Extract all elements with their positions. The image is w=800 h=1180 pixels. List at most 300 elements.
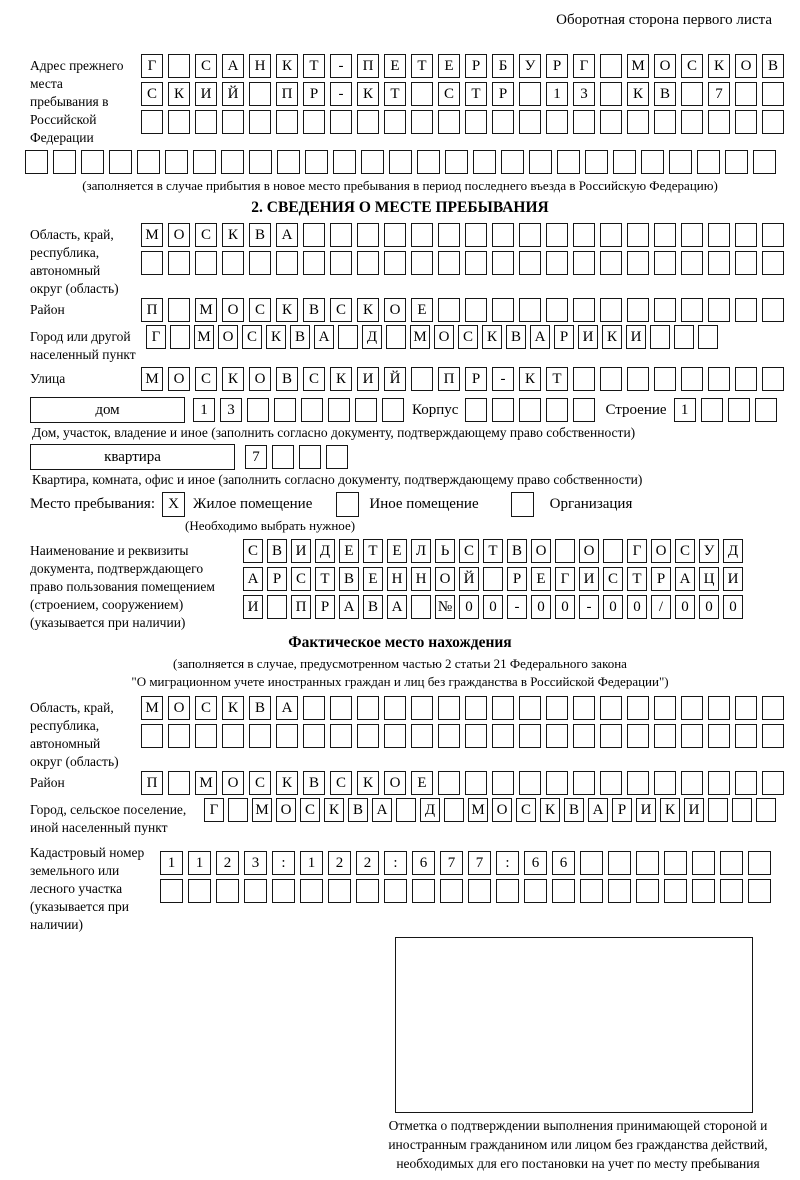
char-cell[interactable]: В [564, 798, 584, 822]
char-cell[interactable]: С [195, 367, 217, 391]
char-cell[interactable] [168, 298, 190, 322]
char-cell[interactable] [762, 298, 784, 322]
char-cell[interactable] [305, 150, 328, 174]
char-cell[interactable] [669, 150, 692, 174]
char-cell[interactable]: К [222, 223, 244, 247]
char-cell[interactable] [492, 771, 514, 795]
char-cell[interactable] [389, 150, 412, 174]
char-cell[interactable] [216, 879, 239, 903]
char-cell[interactable] [357, 223, 379, 247]
char-cell[interactable] [762, 696, 784, 720]
char-cell[interactable] [396, 798, 416, 822]
char-cell[interactable] [249, 251, 271, 275]
char-cell[interactable] [654, 298, 676, 322]
char-cell[interactable]: 0 [675, 595, 695, 619]
char-cell[interactable] [247, 398, 269, 422]
char-cell[interactable]: Т [315, 567, 335, 591]
char-cell[interactable]: О [168, 696, 190, 720]
char-cell[interactable] [762, 82, 784, 106]
char-cell[interactable] [386, 325, 406, 349]
char-cell[interactable]: Т [363, 539, 383, 563]
char-cell[interactable] [483, 567, 503, 591]
char-cell[interactable]: К [324, 798, 344, 822]
char-cell[interactable] [195, 724, 217, 748]
char-cell[interactable]: А [588, 798, 608, 822]
char-cell[interactable] [276, 110, 298, 134]
char-cell[interactable] [636, 879, 659, 903]
char-cell[interactable] [755, 398, 777, 422]
char-cell[interactable] [109, 150, 132, 174]
char-cell[interactable]: Ь [435, 539, 455, 563]
char-cell[interactable]: № [435, 595, 455, 619]
char-cell[interactable] [328, 398, 350, 422]
char-cell[interactable]: К [357, 82, 379, 106]
char-cell[interactable] [708, 798, 728, 822]
char-cell[interactable] [697, 150, 720, 174]
char-cell[interactable] [735, 724, 757, 748]
char-cell[interactable]: П [438, 367, 460, 391]
char-cell[interactable] [326, 445, 348, 469]
char-cell[interactable]: Г [204, 798, 224, 822]
char-cell[interactable] [465, 251, 487, 275]
char-cell[interactable] [720, 879, 743, 903]
char-cell[interactable] [654, 223, 676, 247]
char-cell[interactable] [465, 771, 487, 795]
char-cell[interactable]: Г [141, 54, 163, 78]
char-cell[interactable]: С [195, 223, 217, 247]
char-cell[interactable]: А [243, 567, 263, 591]
char-cell[interactable]: С [249, 298, 271, 322]
char-cell[interactable] [756, 798, 776, 822]
char-cell[interactable]: К [602, 325, 622, 349]
char-cell[interactable] [573, 251, 595, 275]
char-cell[interactable] [600, 82, 622, 106]
char-cell[interactable] [272, 445, 294, 469]
char-cell[interactable] [188, 879, 211, 903]
char-cell[interactable]: П [357, 54, 379, 78]
char-cell[interactable] [762, 223, 784, 247]
char-cell[interactable] [681, 298, 703, 322]
char-cell[interactable] [603, 539, 623, 563]
char-cell[interactable] [728, 398, 750, 422]
char-cell[interactable]: 6 [412, 851, 435, 875]
char-cell[interactable] [546, 298, 568, 322]
char-cell[interactable]: Д [315, 539, 335, 563]
char-cell[interactable]: П [141, 771, 163, 795]
char-cell[interactable]: Д [362, 325, 382, 349]
char-cell[interactable] [573, 223, 595, 247]
char-cell[interactable]: Н [387, 567, 407, 591]
char-cell[interactable] [613, 150, 636, 174]
char-cell[interactable] [492, 251, 514, 275]
char-cell[interactable] [384, 724, 406, 748]
char-cell[interactable]: Ц [699, 567, 719, 591]
char-cell[interactable] [650, 325, 670, 349]
char-cell[interactable] [492, 223, 514, 247]
char-cell[interactable]: М [141, 367, 163, 391]
char-cell[interactable]: С [303, 367, 325, 391]
char-cell[interactable]: Е [411, 298, 433, 322]
char-cell[interactable] [692, 851, 715, 875]
char-cell[interactable]: С [675, 539, 695, 563]
char-cell[interactable] [519, 82, 541, 106]
house-type-field[interactable]: дом [30, 397, 185, 423]
char-cell[interactable] [168, 54, 190, 78]
char-cell[interactable] [267, 595, 287, 619]
char-cell[interactable]: 1 [160, 851, 183, 875]
char-cell[interactable]: 0 [699, 595, 719, 619]
char-cell[interactable]: В [267, 539, 287, 563]
char-cell[interactable]: О [168, 223, 190, 247]
char-cell[interactable]: П [291, 595, 311, 619]
char-cell[interactable] [501, 150, 524, 174]
char-cell[interactable]: С [195, 696, 217, 720]
char-cell[interactable] [330, 251, 352, 275]
char-cell[interactable]: В [249, 696, 271, 720]
char-cell[interactable] [725, 150, 748, 174]
char-cell[interactable]: В [506, 325, 526, 349]
char-cell[interactable] [357, 724, 379, 748]
char-cell[interactable] [708, 110, 730, 134]
char-cell[interactable]: Е [387, 539, 407, 563]
char-cell[interactable] [573, 696, 595, 720]
char-cell[interactable]: И [195, 82, 217, 106]
char-cell[interactable] [735, 771, 757, 795]
char-cell[interactable] [222, 110, 244, 134]
char-cell[interactable] [735, 82, 757, 106]
char-cell[interactable] [412, 879, 435, 903]
char-cell[interactable] [701, 398, 723, 422]
char-cell[interactable] [573, 298, 595, 322]
char-cell[interactable] [708, 771, 730, 795]
char-cell[interactable]: П [276, 82, 298, 106]
char-cell[interactable] [600, 771, 622, 795]
char-cell[interactable] [573, 367, 595, 391]
char-cell[interactable] [417, 150, 440, 174]
char-cell[interactable]: К [540, 798, 560, 822]
char-cell[interactable] [762, 110, 784, 134]
char-cell[interactable] [573, 398, 595, 422]
char-cell[interactable] [330, 724, 352, 748]
char-cell[interactable] [681, 110, 703, 134]
char-cell[interactable] [356, 879, 379, 903]
char-cell[interactable] [735, 298, 757, 322]
char-cell[interactable]: О [434, 325, 454, 349]
char-cell[interactable] [519, 398, 541, 422]
char-cell[interactable]: И [291, 539, 311, 563]
char-cell[interactable] [674, 325, 694, 349]
char-cell[interactable] [654, 367, 676, 391]
char-cell[interactable]: - [579, 595, 599, 619]
char-cell[interactable]: 0 [627, 595, 647, 619]
char-cell[interactable]: 2 [356, 851, 379, 875]
char-cell[interactable] [735, 223, 757, 247]
char-cell[interactable] [277, 150, 300, 174]
char-cell[interactable] [708, 367, 730, 391]
char-cell[interactable]: 0 [723, 595, 743, 619]
char-cell[interactable]: Т [384, 82, 406, 106]
char-cell[interactable]: О [492, 798, 512, 822]
char-cell[interactable] [552, 879, 575, 903]
char-cell[interactable] [692, 879, 715, 903]
char-cell[interactable]: 3 [244, 851, 267, 875]
char-cell[interactable]: В [249, 223, 271, 247]
char-cell[interactable]: Е [339, 539, 359, 563]
char-cell[interactable] [698, 325, 718, 349]
char-cell[interactable] [600, 696, 622, 720]
char-cell[interactable] [735, 110, 757, 134]
char-cell[interactable]: А [276, 696, 298, 720]
char-cell[interactable] [168, 724, 190, 748]
char-cell[interactable] [137, 150, 160, 174]
char-cell[interactable] [221, 150, 244, 174]
char-cell[interactable] [244, 879, 267, 903]
char-cell[interactable]: К [276, 54, 298, 78]
char-cell[interactable]: К [330, 367, 352, 391]
char-cell[interactable]: У [699, 539, 719, 563]
char-cell[interactable] [473, 150, 496, 174]
char-cell[interactable] [519, 771, 541, 795]
char-cell[interactable] [465, 110, 487, 134]
char-cell[interactable] [357, 110, 379, 134]
char-cell[interactable]: В [303, 771, 325, 795]
char-cell[interactable]: Г [573, 54, 595, 78]
char-cell[interactable]: С [243, 539, 263, 563]
char-cell[interactable] [524, 879, 547, 903]
char-cell[interactable]: И [723, 567, 743, 591]
char-cell[interactable] [249, 82, 271, 106]
char-cell[interactable] [519, 223, 541, 247]
char-cell[interactable]: Й [384, 367, 406, 391]
char-cell[interactable] [519, 696, 541, 720]
char-cell[interactable]: Д [420, 798, 440, 822]
char-cell[interactable] [555, 539, 575, 563]
apartment-type-field[interactable]: квартира [30, 444, 235, 470]
char-cell[interactable]: П [141, 298, 163, 322]
char-cell[interactable]: 3 [573, 82, 595, 106]
char-cell[interactable]: Р [492, 82, 514, 106]
char-cell[interactable] [492, 110, 514, 134]
char-cell[interactable]: 7 [468, 851, 491, 875]
char-cell[interactable]: 0 [483, 595, 503, 619]
char-cell[interactable] [492, 398, 514, 422]
char-cell[interactable] [732, 798, 752, 822]
char-cell[interactable]: О [276, 798, 296, 822]
char-cell[interactable] [249, 150, 272, 174]
char-cell[interactable] [165, 150, 188, 174]
char-cell[interactable]: Е [531, 567, 551, 591]
char-cell[interactable] [681, 223, 703, 247]
char-cell[interactable]: О [531, 539, 551, 563]
char-cell[interactable]: 0 [603, 595, 623, 619]
char-cell[interactable]: С [438, 82, 460, 106]
char-cell[interactable]: 1 [674, 398, 696, 422]
char-cell[interactable]: С [330, 298, 352, 322]
char-cell[interactable] [141, 110, 163, 134]
char-cell[interactable]: : [272, 851, 295, 875]
char-cell[interactable] [627, 367, 649, 391]
char-cell[interactable] [708, 251, 730, 275]
char-cell[interactable] [580, 879, 603, 903]
char-cell[interactable] [762, 771, 784, 795]
char-cell[interactable] [170, 325, 190, 349]
char-cell[interactable] [627, 696, 649, 720]
char-cell[interactable] [627, 251, 649, 275]
char-cell[interactable] [303, 223, 325, 247]
char-cell[interactable] [600, 110, 622, 134]
char-cell[interactable] [445, 150, 468, 174]
char-cell[interactable]: В [339, 567, 359, 591]
char-cell[interactable]: А [372, 798, 392, 822]
char-cell[interactable] [600, 54, 622, 78]
char-cell[interactable]: В [348, 798, 368, 822]
char-cell[interactable] [303, 696, 325, 720]
char-cell[interactable] [654, 771, 676, 795]
char-cell[interactable] [384, 879, 407, 903]
char-cell[interactable] [411, 110, 433, 134]
char-cell[interactable]: И [684, 798, 704, 822]
char-cell[interactable]: Т [627, 567, 647, 591]
char-cell[interactable] [465, 298, 487, 322]
char-cell[interactable]: А [675, 567, 695, 591]
char-cell[interactable] [333, 150, 356, 174]
char-cell[interactable]: Р [315, 595, 335, 619]
char-cell[interactable] [160, 879, 183, 903]
char-cell[interactable] [546, 696, 568, 720]
char-cell[interactable]: Р [554, 325, 574, 349]
char-cell[interactable] [573, 771, 595, 795]
char-cell[interactable]: 2 [216, 851, 239, 875]
char-cell[interactable] [748, 851, 771, 875]
char-cell[interactable] [636, 851, 659, 875]
char-cell[interactable]: В [507, 539, 527, 563]
char-cell[interactable] [274, 398, 296, 422]
char-cell[interactable]: К [519, 367, 541, 391]
char-cell[interactable] [681, 82, 703, 106]
char-cell[interactable]: : [384, 851, 407, 875]
char-cell[interactable] [468, 879, 491, 903]
char-cell[interactable]: О [168, 367, 190, 391]
char-cell[interactable] [465, 398, 487, 422]
char-cell[interactable]: 7 [245, 445, 267, 469]
char-cell[interactable] [546, 771, 568, 795]
char-cell[interactable]: С [195, 54, 217, 78]
char-cell[interactable] [276, 251, 298, 275]
char-cell[interactable]: К [168, 82, 190, 106]
char-cell[interactable]: К [482, 325, 502, 349]
char-cell[interactable] [681, 251, 703, 275]
char-cell[interactable]: О [222, 771, 244, 795]
char-cell[interactable] [438, 771, 460, 795]
char-cell[interactable]: А [387, 595, 407, 619]
char-cell[interactable]: С [249, 771, 271, 795]
char-cell[interactable] [411, 223, 433, 247]
char-cell[interactable] [762, 724, 784, 748]
char-cell[interactable] [492, 298, 514, 322]
char-cell[interactable]: 6 [552, 851, 575, 875]
char-cell[interactable] [168, 251, 190, 275]
char-cell[interactable] [438, 223, 460, 247]
char-cell[interactable] [720, 851, 743, 875]
char-cell[interactable] [411, 595, 431, 619]
char-cell[interactable] [411, 367, 433, 391]
char-cell[interactable] [411, 82, 433, 106]
char-cell[interactable] [361, 150, 384, 174]
char-cell[interactable] [708, 696, 730, 720]
char-cell[interactable]: Н [249, 54, 271, 78]
char-cell[interactable]: С [242, 325, 262, 349]
char-cell[interactable]: О [222, 298, 244, 322]
char-cell[interactable] [681, 367, 703, 391]
char-cell[interactable] [529, 150, 552, 174]
char-cell[interactable] [195, 110, 217, 134]
char-cell[interactable] [519, 251, 541, 275]
char-cell[interactable]: Р [651, 567, 671, 591]
char-cell[interactable] [384, 223, 406, 247]
char-cell[interactable]: - [330, 54, 352, 78]
char-cell[interactable]: О [435, 567, 455, 591]
char-cell[interactable] [654, 724, 676, 748]
char-cell[interactable]: / [651, 595, 671, 619]
char-cell[interactable]: М [195, 771, 217, 795]
char-cell[interactable] [681, 771, 703, 795]
char-cell[interactable]: И [578, 325, 598, 349]
char-cell[interactable] [585, 150, 608, 174]
char-cell[interactable] [600, 298, 622, 322]
char-cell[interactable] [546, 398, 568, 422]
char-cell[interactable]: 3 [220, 398, 242, 422]
char-cell[interactable]: А [314, 325, 334, 349]
char-cell[interactable] [411, 251, 433, 275]
char-cell[interactable] [440, 879, 463, 903]
residential-checkbox[interactable]: X [162, 492, 185, 517]
char-cell[interactable]: 1 [193, 398, 215, 422]
char-cell[interactable] [168, 771, 190, 795]
char-cell[interactable] [654, 251, 676, 275]
char-cell[interactable]: Р [303, 82, 325, 106]
char-cell[interactable] [608, 879, 631, 903]
char-cell[interactable]: К [708, 54, 730, 78]
char-cell[interactable]: Д [723, 539, 743, 563]
char-cell[interactable]: В [303, 298, 325, 322]
char-cell[interactable] [735, 696, 757, 720]
char-cell[interactable]: А [339, 595, 359, 619]
char-cell[interactable]: И [243, 595, 263, 619]
char-cell[interactable] [735, 367, 757, 391]
char-cell[interactable]: 0 [459, 595, 479, 619]
char-cell[interactable]: Р [465, 54, 487, 78]
char-cell[interactable]: О [218, 325, 238, 349]
char-cell[interactable]: Г [146, 325, 166, 349]
char-cell[interactable]: - [492, 367, 514, 391]
other-premises-checkbox[interactable] [336, 492, 359, 517]
char-cell[interactable]: В [654, 82, 676, 106]
char-cell[interactable] [627, 110, 649, 134]
char-cell[interactable] [748, 879, 771, 903]
char-cell[interactable] [384, 696, 406, 720]
char-cell[interactable]: Т [303, 54, 325, 78]
char-cell[interactable] [762, 367, 784, 391]
char-cell[interactable] [301, 398, 323, 422]
char-cell[interactable]: К [222, 696, 244, 720]
char-cell[interactable]: С [459, 539, 479, 563]
char-cell[interactable] [272, 879, 295, 903]
char-cell[interactable]: М [195, 298, 217, 322]
char-cell[interactable]: К [276, 771, 298, 795]
char-cell[interactable]: О [384, 771, 406, 795]
organization-checkbox[interactable] [511, 492, 534, 517]
char-cell[interactable] [195, 251, 217, 275]
